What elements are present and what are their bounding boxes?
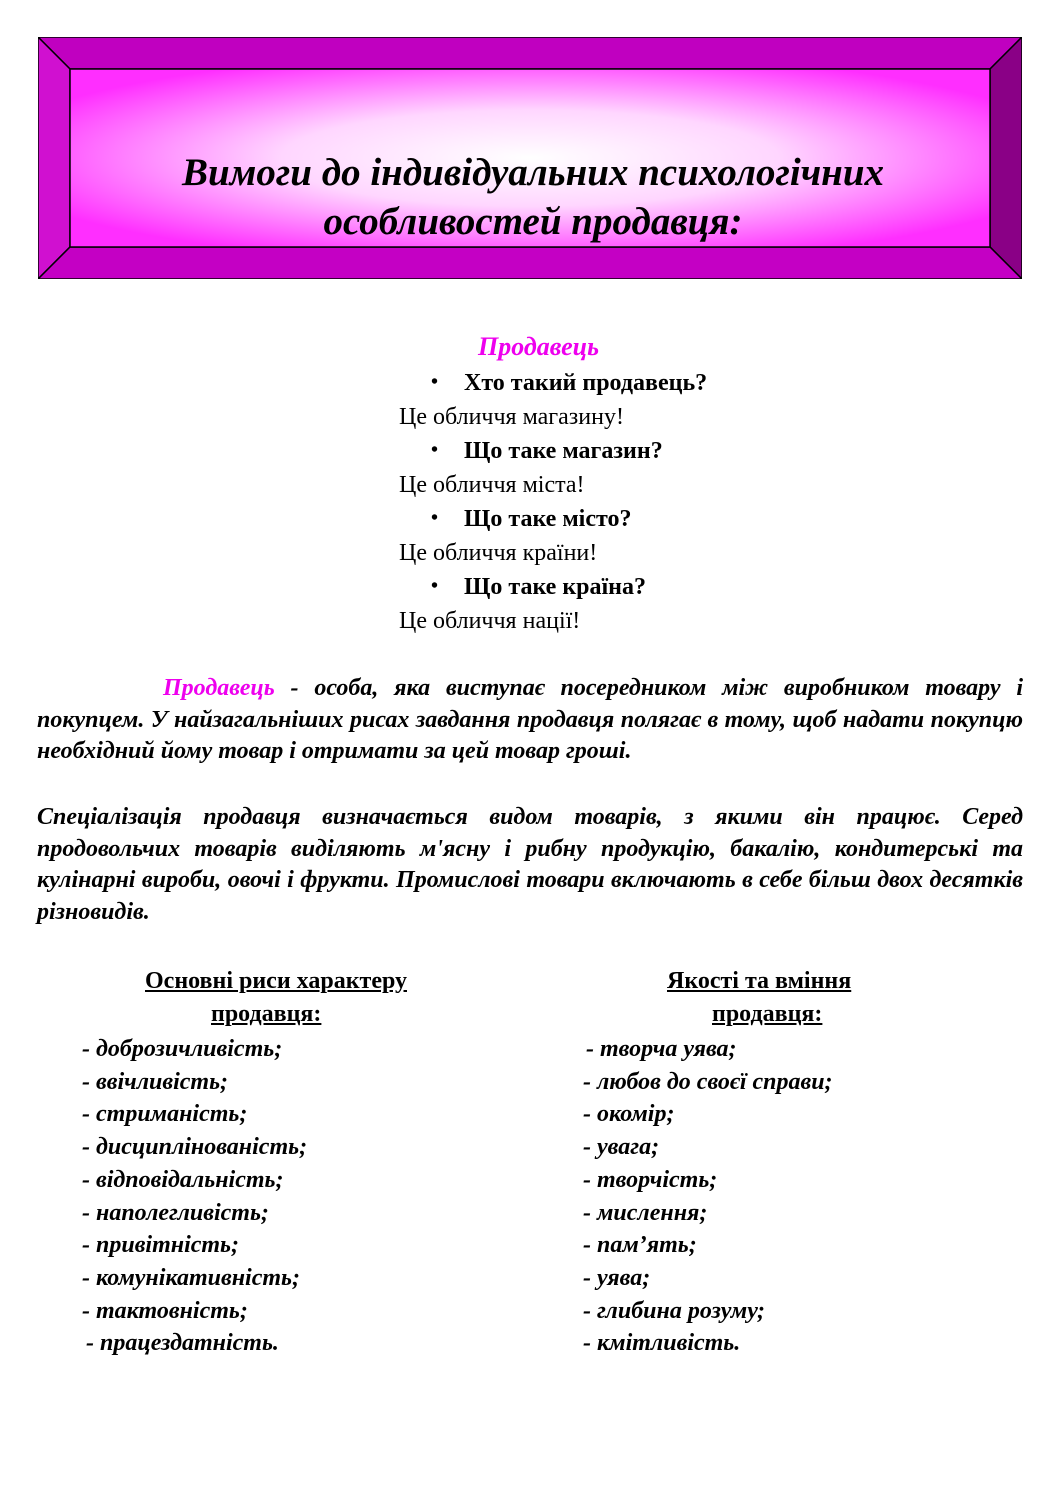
list-item: - тактовність; <box>82 1297 248 1324</box>
qa-question <box>431 370 707 397</box>
qa-answer: Це обличчя міста! <box>399 472 585 498</box>
list-item: - увага; <box>583 1134 660 1161</box>
title-line-1: Вимоги до індивідуальних психологічних <box>181 151 885 194</box>
list-item: - доброзичливість; <box>82 1036 283 1062</box>
skills-list <box>583 1033 833 1360</box>
list-item: - окомір; <box>583 1101 675 1128</box>
list-item: - глибина розуму; <box>583 1297 765 1324</box>
traits-heading-line-1: Основні риси характеру <box>145 968 407 994</box>
list-item: - уява; <box>583 1264 651 1291</box>
list-item: - наполегливість; <box>82 1199 269 1226</box>
list-item: - дисциплінованість; <box>82 1134 308 1161</box>
list-item: - творчість; <box>583 1166 718 1193</box>
bullet-icon: • <box>431 507 439 529</box>
definition-paragraph <box>37 673 1023 768</box>
list-item: - творча уява; <box>586 1036 737 1062</box>
question-text: Що таке країна? <box>464 574 646 600</box>
title-banner <box>38 37 1022 279</box>
definition-term: Продавець <box>163 675 275 701</box>
bullet-icon: • <box>431 439 439 461</box>
list-item: - ввічливість; <box>82 1068 229 1095</box>
list-item: - кмітливість. <box>583 1330 741 1357</box>
qa-question <box>431 506 631 533</box>
question-text: Хто такий продавець? <box>464 370 708 396</box>
list-item: - комунікативність; <box>82 1264 300 1291</box>
qa-question <box>431 574 646 601</box>
traits-heading-line-2: продавця: <box>211 1001 322 1027</box>
qa-answer: Це обличчя нації! <box>399 608 581 634</box>
question-text: Що таке магазин? <box>464 438 663 464</box>
page-title <box>108 107 958 287</box>
bullet-icon: • <box>431 371 439 393</box>
title-line-2: особливостей продавця: <box>323 200 743 243</box>
definition-text: - особа, яка виступає посередником між виробником товару і покупцем. У найзагальніших рисах завдання продавця полягає в тому, щоб надати покупцю необхідний йому товар і отримати за цей товар гроші. <box>37 675 1023 764</box>
list-item: - пам’ять; <box>583 1232 697 1259</box>
bullet-icon: • <box>431 575 439 597</box>
skills-heading-line-2: продавця: <box>712 1001 823 1027</box>
list-item: - привітність; <box>82 1232 240 1259</box>
qa-heading: Продавець <box>478 332 599 361</box>
list-item: - працездатність. <box>86 1330 279 1357</box>
list-item: - стриманість; <box>82 1101 248 1128</box>
list-item: - мислення; <box>583 1199 708 1226</box>
traits-list <box>82 1033 307 1360</box>
qa-question <box>431 438 663 465</box>
list-item: - відповідальність; <box>82 1166 284 1193</box>
question-text: Що таке місто? <box>464 506 632 532</box>
specialization-paragraph: Спеціалізація продавця визначається видом товарів, з якими він працює. Серед продовольчих товарів виділяють м'ясну і рибну продукцію, бакалію, кондитерські та кулінарні вироби, овочі і фрукти. Промислові товари включають в себе більш двох десятків різновидів. <box>37 804 1023 925</box>
qa-answer: Це обличчя країни! <box>399 540 598 566</box>
list-item: - любов до своєї справи; <box>583 1068 833 1095</box>
qa-answer: Це обличчя магазину! <box>399 404 624 430</box>
skills-heading-line-1: Якості та вміння <box>667 968 852 994</box>
